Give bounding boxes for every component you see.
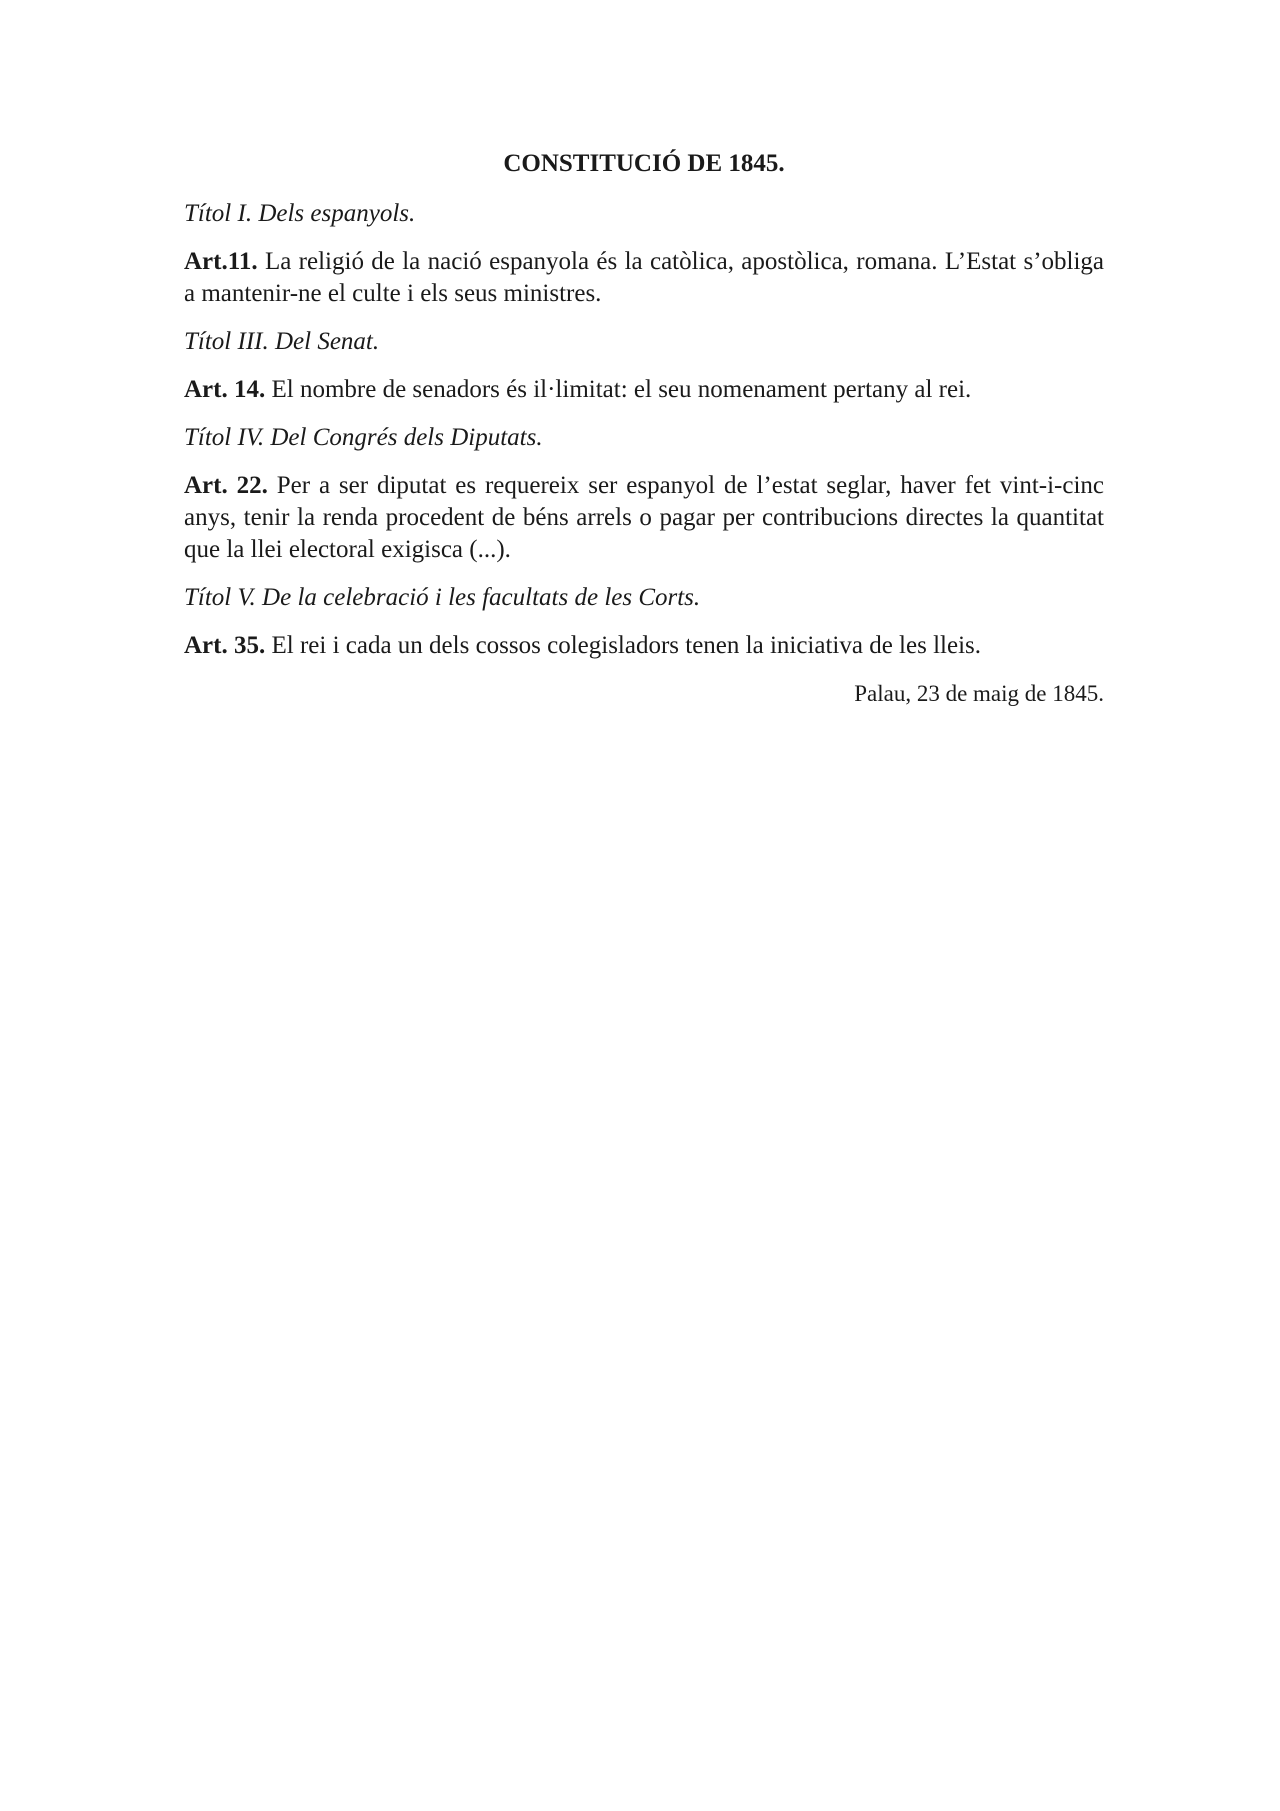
article-text: Per a ser diputat es requereix ser espanyol de l’estat seglar, haver fet vint-i-cinc anys, tenir la renda procedent de béns arrels o pagar per contribucions directes la quantitat que la llei electoral exigisca (...). (184, 472, 1105, 563)
article-number: Art. 14. (184, 376, 266, 403)
article-text: El nombre de senadors és il·limitat: el seu nomenament pertany al rei. (271, 376, 972, 403)
document-page (184, 148, 1104, 710)
signature-place-date: Palau, 23 de maig de 1845. (854, 681, 1104, 706)
article-text: La religió de la nació espanyola és la catòlica, apostòlica, romana. L’Estat s’obliga a mantenir-ne el culte i els seus ministres. (184, 248, 1105, 307)
article-number: Art. 35. (184, 632, 266, 659)
section-heading-titol-3: Títol III. Del Senat. (184, 328, 380, 355)
article-22 (184, 470, 1104, 566)
article-number: Art.11. (184, 248, 258, 275)
section-heading-titol-4: Títol IV. Del Congrés dels Diputats. (184, 424, 543, 451)
article-14 (184, 374, 1104, 406)
article-11 (184, 246, 1104, 310)
document-title: CONSTITUCIÓ DE 1845. (503, 150, 785, 177)
article-35 (184, 630, 1104, 662)
article-text: El rei i cada un dels cossos colegisladors tenen la iniciativa de les lleis. (271, 632, 981, 659)
article-number: Art. 22. (184, 472, 268, 499)
section-heading-titol-1: Títol I. Dels espanyols. (184, 200, 416, 227)
section-heading-titol-5: Títol V. De la celebració i les facultats de les Corts. (184, 584, 701, 611)
